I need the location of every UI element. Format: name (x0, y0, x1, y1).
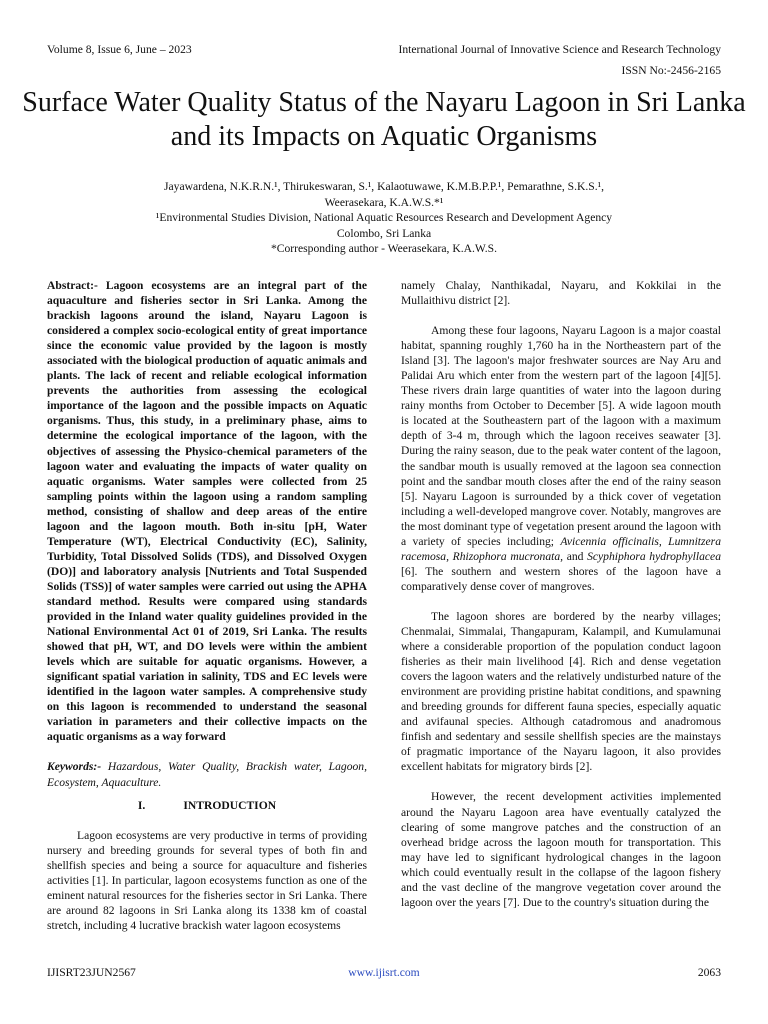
species-name: Avicennia officinalis, (560, 534, 662, 548)
paragraph-development: However, the recent development activities implemented around the Nayaru Lagoon area have eventually catalyzed the clearing of some mangrove patches and the construction of an overhead bridge across the lagoon mouth for transportation. This may have led to significant hydrological changes in the lagoon which could eventually result in the collapse of the lagoon fishery and the vast decline of the mangrove vegetation cover around the lagoon over the years [7]. Due to the country's situation during the (401, 790, 721, 909)
corresponding-author: *Corresponding author - Weerasekara, K.A.W.S. (270, 242, 498, 256)
section-heading (47, 798, 367, 813)
keywords (47, 759, 367, 789)
abstract: Abstract:- Lagoon ecosystems are an integral part of the aquaculture and fisheries sector in Sri Lanka. Among the brackish lagoons around the island, Nayaru Lagoon is considered a complex socio-ecological entity of great importance since the economic value provided by the lagoon is mostly associated with the biological production of aquatic animals and plants. The lack of recent and reliable ecological information prevents the authorities from assessing the ecological importance of the lagoon and the possible impacts on Aquatic organisms. Thus, this study, in a preliminary phase, aims to determine the ecological importance of the lagoon, with the objectives of assessing the Physico-chemical parameters of the lagoon water and evaluating the impacts of water quality on aquatic organisms. Water samples were collected from 25 sampling points within the lagoon using a random sampling method, consisting of shallow and deep areas of the entire lagoon and the lagoon mouth. Both in-situ [pH, Water Temperature (WT), Electrical Conductivity (EC), Salinity, Turbidity, Total Dissolved Solids (TDS), and Dissolved Oxygen (DO)] and laboratory analysis [Nutrients and Total Suspended Solids (TSS)] of water samples were carried out using the APHA standard method. Results were compared using standards provided in the Inland water quality guidelines provided in the National Environmental Act 01 of 2019, Sri Lanka. The results showed that pH, WT, and DO levels were within the ambient levels which are suitable for aquatic organisms. However, a significant spatial variation in salinity, TDS and EC levels were identified in the lagoon water samples. A comprehensive study on this lagoon is recommended to understand the seasonal variation in parameters and their collective impacts on the aquatic organisms as a way forward (47, 279, 367, 744)
species-name: Rhizophora mucronata, (452, 549, 564, 563)
keywords-text: Hazardous, Water Quality, Brackish water, Lagoon, Ecosystem, Aquaculture. (47, 760, 367, 789)
right-column (401, 278, 721, 910)
paper-id: IJISRT23JUN2567 (47, 966, 136, 979)
section-title: INTRODUCTION (183, 798, 277, 812)
paragraph-nayaru-lagoon: Among these four lagoons, Nayaru Lagoon is a major coastal habitat, spanning roughly 1,760 ha in the Northeastern part of the Island [3]. The lagoon's major freshwater sources are Nay Aru and Palidai Aru which enter from the western part of the lagoon [4][5]. These rivers drain large quantities of water into the lagoon during rainy months from October to December [5]. A wide lagoon mouth is located at the Southeastern part of the lagoon with a maximum depth of 3-4 m, through which the lagoon receives seawater [3]. During the rainy season, due to the peak water content of the lagoon, the sandbar mouth is usually removed at the lagoon sea connection point and the sandbar mouth closes after the end of the rainy season [5]. Nayaru Lagoon is surrounded by a thick cover of vegetation including a well-developed mangrove cover. Notably, mangroves are the most dominant type of vegetation present around the lagoon with a variety of species including; Avicennia officinalis, Lumnitzera racemosa, Rhizophora mucronata, and Scyphiphora hydrophyllacea [6]. The southern and western shores of the lagoon have a comparatively dense cover of mangroves. (401, 324, 721, 593)
journal-url[interactable]: www.ijisrt.com (348, 966, 420, 979)
affiliation-line-1: ¹Environmental Studies Division, National Aquatic Resources Research and Development Agency (155, 211, 613, 225)
paragraph-continuation: namely Chalay, Nanthikadal, Nayaru, and Kokkilai in the Mullaithivu district [2]. (401, 279, 721, 308)
page-number: 2063 (697, 966, 721, 979)
species-name: Lumnitzera racemosa, (401, 534, 721, 563)
issn: ISSN No:-2456-2165 (621, 64, 721, 77)
keywords-label: Keywords:- (47, 760, 102, 774)
paragraph-lagoon-shores: The lagoon shores are bordered by the nearby villages; Chenmalai, Simmalai, Thangapuram, Kalampil, and Kumulamunai where a considerable proportion of the population conduct lagoon fisheries as their main livelihood [4]. Rich and dense vegetation covers the lagoon waters and the relatively undisturbed nature of the environment are providing pristine habitat conditions, and spawning and breeding grounds for different fauna species, especially aquatic and avifaunal species. Although catadromous and anadromous finfish and sedentary and sessile shellfish species are the mainstays of pragmatic importance of the Nayaru lagoon, it also provides excellent habitats for migratory birds [2]. (401, 609, 721, 774)
author-line-2: Weerasekara, K.A.W.S.*¹ (324, 195, 444, 209)
author-line-1: Jayawardena, N.K.R.N.¹, Thirukeswaran, S.¹, Kalaotuwawe, K.M.B.P.P.¹, Pemarathne, S.K.S.¹, (163, 180, 605, 193)
section-number: I. (137, 798, 146, 812)
author-block (60, 179, 708, 257)
journal-name: International Journal of Innovative Science and Research Technology (398, 43, 721, 56)
volume-issue: Volume 8, Issue 6, June – 2023 (47, 43, 192, 56)
paper-title: Surface Water Quality Status of the Nayaru Lagoon in Sri Lanka and its Impacts on Aquatic Organisms (22, 87, 746, 152)
species-name: Scyphiphora hydrophyllacea (587, 549, 721, 563)
affiliation-line-2: Colombo, Sri Lanka (336, 226, 432, 240)
intro-paragraph: Lagoon ecosystems are very productive in terms of providing nursery and breeding grounds for several types of both fin and shellfish species and being a source for aquaculture and fisheries activities [1]. In particular, lagoon ecosystems function as one of the eminent natural resources for the fisheries sector in Sri Lanka. There are around 82 lagoons in Sri Lanka along its 1338 km of coastal stretch, including 4 lucrative brackish water lagoon ecosystems (47, 828, 367, 932)
left-column (47, 278, 367, 933)
